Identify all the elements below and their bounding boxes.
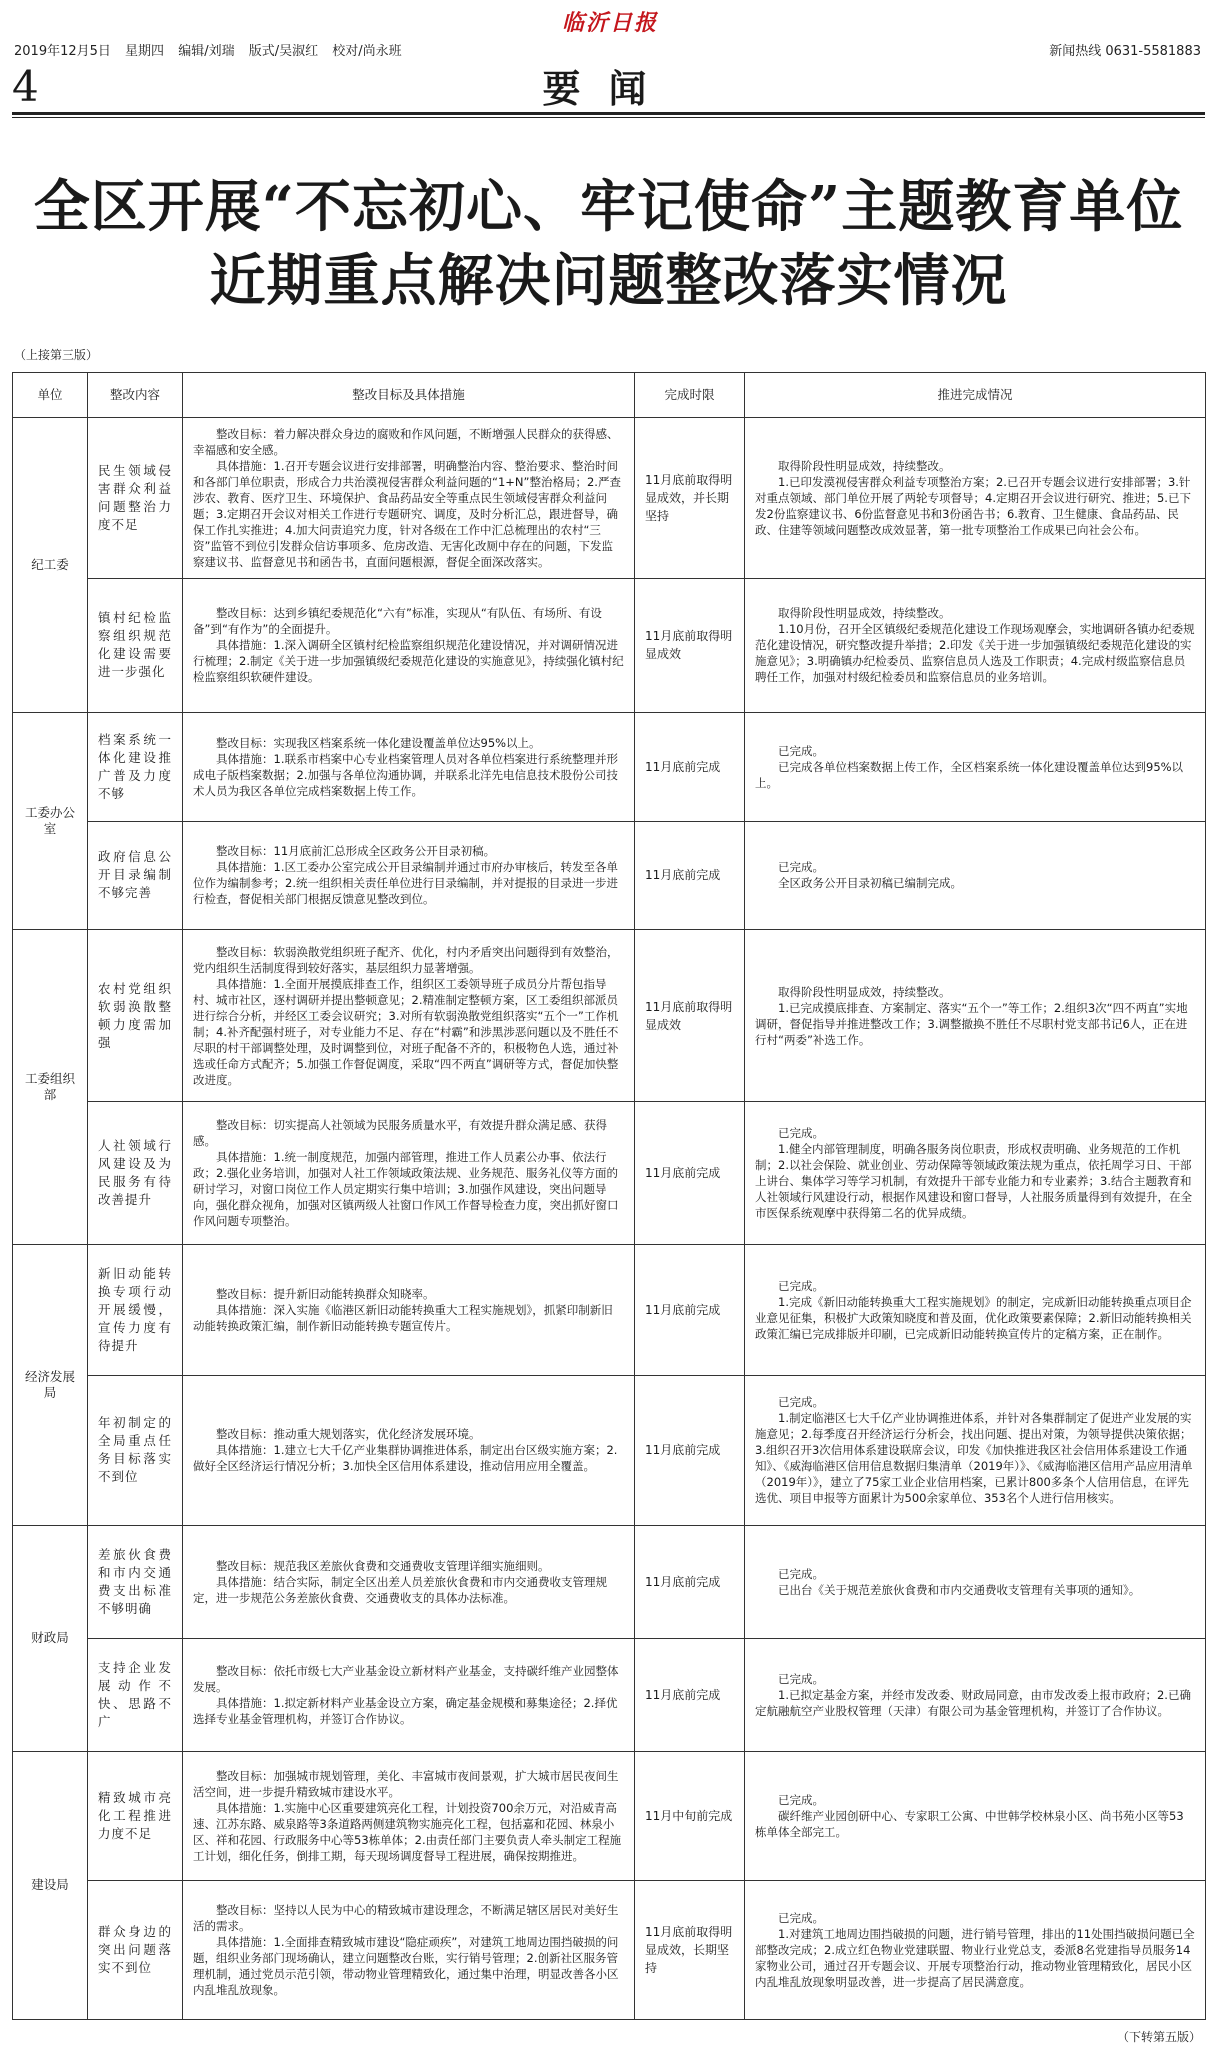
issue-cell: 政府信息公开目录编制不够完善 [88,821,183,930]
issue-cell: 人社领域行风建设及为民服务有待改善提升 [88,1101,183,1244]
progress-cell [745,1880,1206,2019]
table-header-row [13,373,1206,418]
measures-text: 具体措施：1.拟定新材料产业基金设立方案，确定基金规模和募集途径；2.择优选择专业基金管理机构，并签订合作协议。 [193,1695,618,1726]
table-row [13,1245,1206,1376]
details-text: 1.已拟定基金方案，并经市发改委、财政局同意，由市发改委上报市政府；2.已确定航融航空产业股权管理（天津）有限公司为基金管理机构，并签订了合作协议。 [755,1687,1191,1718]
section-title: 要闻 [542,66,675,111]
status-text: 已完成。 [778,1395,824,1410]
unit-cell: 纪工委 [13,418,88,713]
progress-cell [745,1751,1206,1880]
continued-to-note: （下转第五版） [1116,2030,1201,2044]
progress-cell [745,1376,1206,1525]
issue-date: 2019年12月5日 [14,44,111,59]
status-text: 取得阶段性明显成效，持续整改。 [778,984,951,999]
deadline-cell: 11月底前完成 [635,712,745,821]
deadline-cell: 11月底前取得明显成效，长期坚持 [635,1880,745,2019]
issue-cell: 新旧动能转换专项行动开展缓慢，宣传力度有待提升 [88,1245,183,1376]
issue-cell: 群众身边的突出问题落实不到位 [88,1880,183,2019]
details-text: 已出台《关于规范差旅伙食费和市内交通费收支管理有关事项的通知》。 [778,1582,1141,1597]
status-text: 已完成。 [778,1910,824,1925]
details-text: 1.健全内部管理制度，明确各服务岗位职责，形成权责明确、业务规范的工作机制；2.以社会保险、就业创业、劳动保障等领域政策法规为重点，依托周学习日、干部上讲台、集体学习等学习机制，有效提升干部专业能力和专业素养；3.结合主题教育和人社领域行风建设行动，根据作风建设和窗口督导，人社服务质量得到有效提升，在全市医保系统观摩中获得第二名的优异成绩。 [755,1142,1192,1221]
status-text: 已完成。 [778,860,824,875]
headline-line-1: 全区开展“不忘初心、牢记使命”主题教育单位 [33,174,1184,240]
measures-text: 具体措施：1.全面排查精致城市建设“隐症顽疾”，对建筑工地周边围挡破损的问题，组织业务部门现场确认，建立问题整改台账，实行销号管理；2.创新社区服务管理机制，通过党员示范引领，带动物业管理精致化，通过集中治理，明显改善各小区内乱堆乱放现象。 [193,1934,619,1997]
header-rule-thick [12,112,1205,115]
progress-cell [745,579,1206,712]
table-row [13,579,1206,712]
measures-text: 具体措施：1.召开专题会议进行安排部署，明确整治内容、整治要求、整治时间和各部门单位职责，形成合力共治漠视侵害群众利益问题的“1+N”整治格局；2.严查涉农、教育、医疗卫生、环境保护、食品药品安全等重点民生领域侵害群众利益问题；3.定期召开会议对相关工作进行专题研究、调度，及时分析汇总，跟进督导，确保工作扎实推进；4.加大问责追究力度，针对各级在工作中汇总梳理出的农村“三资”监管不到位引发群众信访事项多、危房改造、无害化改厕中存在的问题，下发监察建议书、监督意见书和函告书，直面问题根源，督促全面深改落实。 [193,459,621,570]
goal-text: 整改目标：实现我区档案系统一体化建设覆盖单位达95%以上。 [216,735,541,750]
table-row [13,930,1206,1101]
status-text: 已完成。 [778,743,824,758]
issue-cell: 年初制定的全局重点任务目标落实不到位 [88,1376,183,1525]
measures-text: 具体措施：1.实施中心区重要建筑亮化工程，计划投资700余万元，对沿威青高速、江苏东路、威泉路等3条道路两侧建筑物实施亮化工程，包括嘉和花园、林泉小区、祥和花园、行政服务中心等53栋单体；2.由责任部门主要负责人牵头制定工程施工计划，细化任务，倒排工期，每天现场调度督导工程进展，确保按期推进。 [193,1800,622,1863]
deadline-cell: 11月底前完成 [635,1525,745,1638]
deadline-cell: 11月底前取得明显成效 [635,930,745,1101]
measures-text: 具体措施：1.深入调研全区镇村纪检监察组织规范化建设情况，并对调研情况进行梳理；2.制定《关于进一步加强镇级纪委规范化建设的实施意见》，持续强化镇村纪检监察组织软硬件建设。 [193,638,624,685]
header-progress: 推进完成情况 [745,373,1206,418]
table-row [13,1751,1206,1880]
table-row [13,1525,1206,1638]
table-row [13,1376,1206,1525]
deadline-cell: 11月底前取得明显成效，并长期坚持 [635,418,745,579]
progress-cell [745,712,1206,821]
deadline-cell: 11月底前完成 [635,1101,745,1244]
header-unit: 单位 [13,373,88,418]
progress-cell [745,1245,1206,1376]
goal-text: 整改目标：推动重大规划落实，优化经济发展环境。 [216,1427,481,1442]
details-text: 1.已完成摸底排查、方案制定、落实“五个一”等工作；2.组织3次“四不两直”实地调研，督促指导并推进整改工作；3.调整撤换不胜任不尽职村党支部书记6人，正在进行村“两委”补选工作。 [755,1000,1188,1047]
measures-text: 具体措施：1.区工委办公室完成公开目录编制并通过市府办审核后，转发至各单位作为编制参考；2.统一组织相关责任单位进行目录编制，并对提报的目录进一步进行检查，督促相关部门根据反馈意见整改到位。 [193,860,618,907]
table-row [13,1638,1206,1751]
measures-cell [183,1638,635,1751]
measures-cell [183,821,635,930]
table-row [13,1880,1206,2019]
unit-cell: 财政局 [13,1525,88,1751]
measures-cell [183,1525,635,1638]
deadline-cell: 11月底前取得明显成效 [635,579,745,712]
details-text: 碳纤维产业园创研中心、专家职工公寓、中世韩学校林泉小区、尚书苑小区等53栋单体全部完工。 [755,1808,1184,1839]
measures-cell [183,1751,635,1880]
issue-cell: 镇村纪检监察组织规范化建设需要进一步强化 [88,579,183,712]
details-text: 1.10月份，召开全区镇级纪委规范化建设工作现场观摩会，实地调研各镇办纪委规范化建设情况，研究整改提升举措；2.印发《关于进一步加强镇级纪委规范化建设的实施意见》；3.明确镇办纪检委员、监察信息员人选及工作职责；4.完成村级监察信息员聘任工作，加强对村级纪检委员和监察信息员的业务培训。 [755,622,1195,685]
continued-from-note: （上接第三版） [14,348,99,362]
measures-cell [183,930,635,1101]
masthead [0,0,1217,120]
headline [0,170,1217,318]
goal-text: 整改目标：切实提高人社领域为民服务质量水平，有效提升群众满足感、获得感。 [193,1118,607,1149]
issue-cell: 农村党组织软弱涣散整顿力度需加强 [88,930,183,1101]
status-text: 已完成。 [778,1126,824,1141]
unit-cell: 经济发展局 [13,1245,88,1525]
measures-cell [183,579,635,712]
news-hotline: 新闻热线 0631-5581883 [1049,44,1201,59]
status-text: 已完成。 [778,1671,824,1686]
rectification-table [12,372,1206,2020]
deadline-cell: 11月中旬前完成 [635,1751,745,1880]
unit-cell: 建设局 [13,1751,88,2019]
status-text: 取得阶段性明显成效，持续整改。 [778,459,951,474]
deadline-cell: 11月底前完成 [635,1638,745,1751]
measures-text: 具体措施：1.统一制度规范，加强内部管理，推进工作人员素公办事、依法行政；2.强化业务培训，加强对人社工作领域政策法规、业务规范、服务礼仪等方面的研讨学习，对窗口岗位工作人员定期实行集中培训；3.加强作风建设，突出问题导向，强化群众视角，加强对区镇两级人社窗口作风工作督导检查力度，突出抓好窗口作风问题专项整治。 [193,1150,619,1229]
deadline-cell: 11月底前完成 [635,1245,745,1376]
table-row [13,1101,1206,1244]
header-rule-thin [12,117,1205,118]
issue-cell: 差旅伙食费和市内交通费支出标准不够明确 [88,1525,183,1638]
goal-text: 整改目标：坚持以人民为中心的精致城市建设理念，不断满足辖区居民对美好生活的需求。 [193,1902,619,1933]
status-text: 已完成。 [778,1279,824,1294]
measures-text: 具体措施：结合实际，制定全区出差人员差旅伙食费和市内交通费收支管理规定，进一步规范公务差旅伙食费、交通费收支的具体办法标准。 [193,1574,607,1605]
goal-text: 整改目标：达到乡镇纪委规范化“六有”标准，实现从“有队伍、有场所、有设备”到“有作为”的全面提升。 [193,606,602,637]
deadline-cell: 11月底前完成 [635,821,745,930]
goal-text: 整改目标：软弱涣散党组织班子配齐、优化，村内矛盾突出问题得到有效整治，党内组织生活制度得到较好落实，基层组织力显著增强。 [193,944,619,975]
measures-text: 具体措施：深入实施《临港区新旧动能转换重大工程实施规划》，抓紧印制新旧动能转换政策汇编，制作新旧动能转换专题宣传片。 [193,1303,613,1334]
progress-cell [745,930,1206,1101]
details-text: 1.已印发漠视侵害群众利益专项整治方案；2.已召开专题会议进行安排部署；3.针对重点领域、部门单位开展了两轮专项督导；4.定期召开会议进行研究、推进；5.已下发2份监察建议书、6份监督意见书和3份函告书；6.教育、卫生健康、食品药品、民政、住建等领域问题整改成效显著，第一批专项整治工作成果已向社会公布。 [755,475,1191,538]
details-text: 1.对建筑工地周边围挡破损的问题，进行销号管理，排出的11处围挡破损问题已全部整改完成；2.成立红色物业党建联盟、物业行业党总支，委派8名党建指导员服务14家物业公司，通过召开专题会议、开展专项整治行动，推动物业管理精致化，居民小区内乱堆乱放现象明显改善，进一步提高了居民满意度。 [755,1926,1195,1989]
goal-text: 整改目标：提升新旧动能转换群众知晓率。 [216,1287,435,1302]
unit-cell: 工委办公室 [13,712,88,930]
header-content: 整改内容 [88,373,183,418]
header-measures: 整改目标及具体措施 [183,373,635,418]
measures-cell [183,1245,635,1376]
newspaper-logo: 临沂日报 [561,10,658,36]
layout-credit: 版式/吴淑红 [248,44,319,59]
measures-cell [183,1880,635,2019]
measures-cell [183,1101,635,1244]
table-row [13,712,1206,821]
issue-cell: 档案系统一体化建设推广普及力度不够 [88,712,183,821]
issue-cell: 民生领域侵害群众利益问题整治力度不足 [88,418,183,579]
progress-cell [745,418,1206,579]
proof-credit: 校对/尚永班 [332,44,402,59]
status-text: 已完成。 [778,1566,824,1581]
details-text: 1.制定临港区七大千亿产业协调推进体系，并针对各集群制定了促进产业发展的实施意见；2.每季度召开经济运行分析会，找出问题、提出对策，为领导提供决策依据；3.组织召开3次信用体系建设联席会议，印发《加快推进我区社会信用体系建设工作通知》、《威海临港区信用信息数据归集清单（2019年）》、《威海临港区信用产品应用清单（2019年）》，建立了75家工业企业信用档案，已累计800多条个人信用信息，在评先选优、项目申报等方面累计为500余家单位、353名个人进行信用核实。 [755,1411,1193,1506]
progress-cell [745,1101,1206,1244]
headline-line-2: 近期重点解决问题整改落实情况 [209,248,1008,314]
goal-text: 整改目标：加强城市规划管理，美化、丰富城市夜间景观，扩大城市居民夜间生活空间，进一步提升精致城市建设水平。 [193,1768,619,1799]
progress-cell [745,1525,1206,1638]
measures-text: 具体措施：1.全面开展摸底排查工作，组织区工委领导班子成员分片帮包指导村、城市社区，逐村调研并提出整顿意见；2.精准制定整顿方案，区工委组织部派员进行综合分析，并经区工委会议研究；3.对所有软弱涣散党组织落实“五个一”工作机制；4.补齐配强村班子，对专业能力不足、存在“村霸”和涉黑涉恶问题以及不胜任不尽职的村干部调整处理，及时调整到位，对班子配备不齐的，积极物色人选，通过补选或任命方式配齐；5.加强工作督促调度，采取“四不两直”调研等方式，督促加快整改进度。 [193,976,619,1087]
details-text: 全区政务公开目录初稿已编制完成。 [778,876,962,891]
page-number: 4 [12,62,39,111]
issue-cell: 精致城市亮化工程推进力度不足 [88,1751,183,1880]
status-text: 已完成。 [778,1792,824,1807]
table-row [13,821,1206,930]
measures-cell [183,418,635,579]
issue-weekday: 星期四 [125,44,165,59]
table-row [13,418,1206,579]
goal-text: 整改目标：11月底前汇总形成全区政务公开目录初稿。 [216,844,496,859]
details-text: 1.完成《新旧动能转换重大工程实施规划》的制定，完成新旧动能转换重点项目企业意见征集，积极扩大政策知晓度和普及面，优化政策要素保障；2.新旧动能转换相关政策汇编已完成排版并印刷，已完成新旧动能转换宣传片的定稿方案，正在制作。 [755,1295,1192,1342]
header-deadline: 完成时限 [635,373,745,418]
measures-cell [183,712,635,821]
goal-text: 整改目标：规范我区差旅伙食费和交通费收支管理详细实施细则。 [216,1558,550,1573]
measures-cell [183,1376,635,1525]
deadline-cell: 11月底前完成 [635,1376,745,1525]
issue-cell: 支持企业发展动作不快、思路不广 [88,1638,183,1751]
goal-text: 整改目标：依托市级七大产业基金设立新材料产业基金，支持碳纤维产业园整体发展。 [193,1663,619,1694]
progress-cell [745,1638,1206,1751]
goal-text: 整改目标：着力解决群众身边的腐败和作风问题，不断增强人民群众的获得感、幸福感和安全感。 [193,427,619,458]
issue-info [14,40,412,59]
status-text: 取得阶段性明显成效，持续整改。 [778,606,951,621]
measures-text: 具体措施：1.联系市档案中心专业档案管理人员对各单位档案进行系统整理并形成电子版档案数据；2.加强与各单位沟通协调，并联系北洋先电信息技术股份公司技术人员为我区各单位完成档案数据上传工作。 [193,751,618,798]
unit-cell: 工委组织部 [13,930,88,1245]
editor-credit: 编辑/刘瑞 [178,44,235,59]
details-text: 已完成各单位档案数据上传工作，全区档案系统一体化建设覆盖单位达到95%以上。 [755,759,1184,790]
measures-text: 具体措施：1.建立七大千亿产业集群协调推进体系，制定出台区级实施方案；2.做好全区经济运行情况分析；3.加快全区信用体系建设，推动信用应用全覆盖。 [193,1443,618,1474]
progress-cell [745,821,1206,930]
